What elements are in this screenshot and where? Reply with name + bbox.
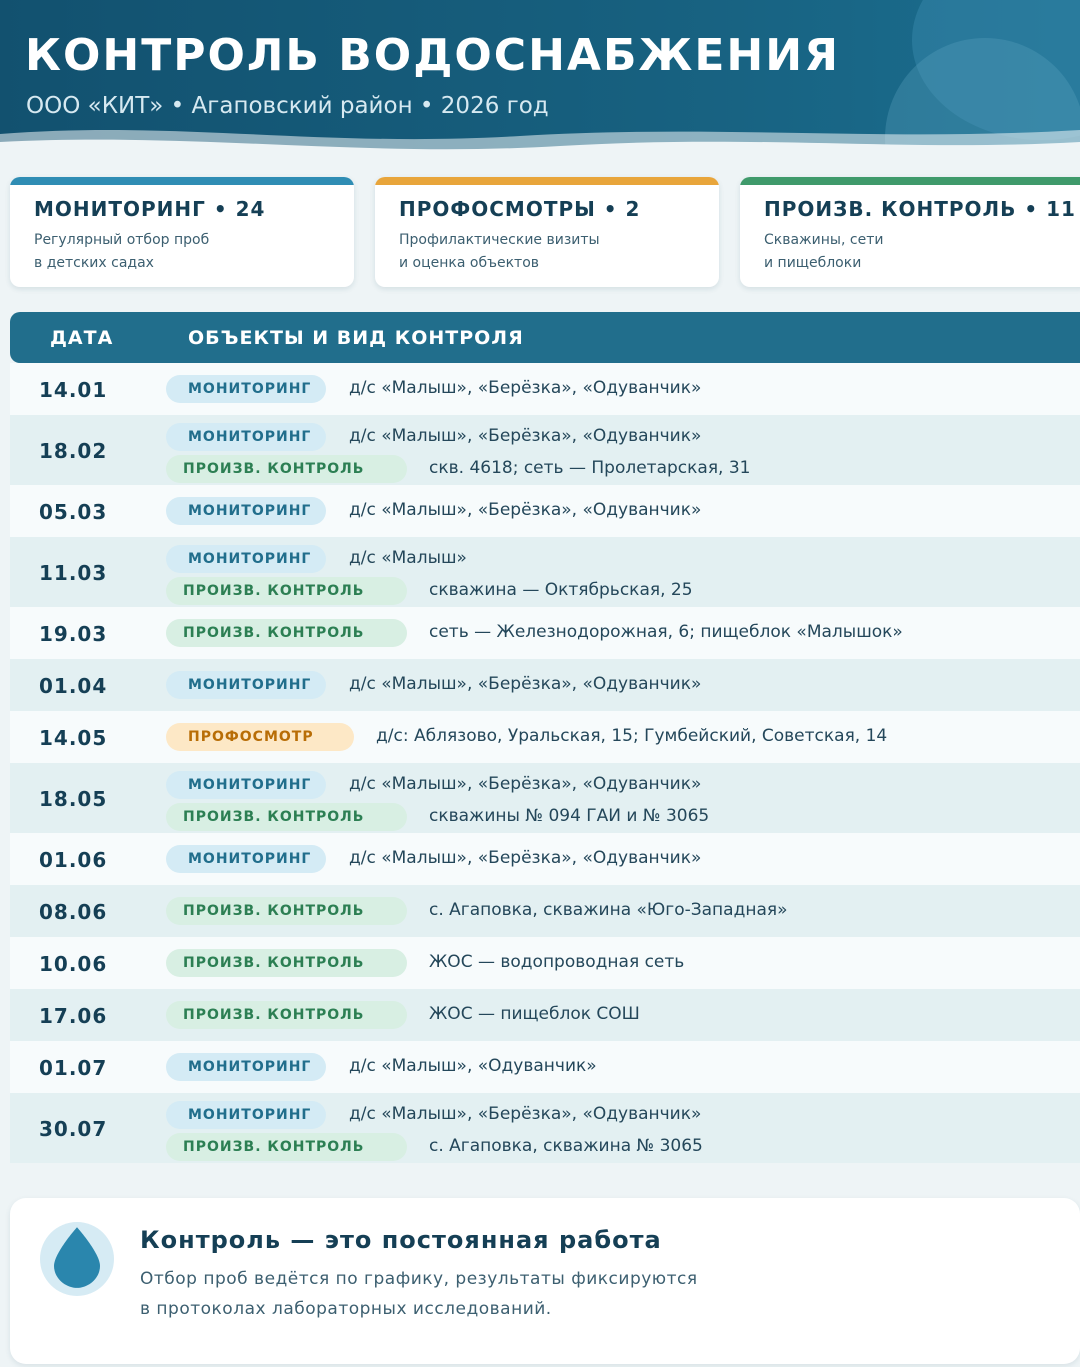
table-row: [10, 485, 1080, 537]
row-objects-text: д/с «Малыш», «Берёзка», «Одуванчик»: [349, 848, 702, 868]
footer-text-line: Отбор проб ведётся по графику, результаты фиксируются: [140, 1269, 698, 1289]
badge-monitoring: МОНИТОРИНГ: [166, 545, 326, 573]
row-objects-text: д/с «Малыш», «Одуванчик»: [349, 1056, 597, 1076]
page-header: [0, 0, 1080, 160]
row-date: 10.06: [39, 952, 108, 976]
table-row: [10, 1041, 1080, 1093]
table-row: [10, 363, 1080, 415]
row-objects-text: д/с «Малыш»: [349, 548, 467, 568]
row-objects-text: д/с «Малыш», «Берёзка», «Одуванчик»: [349, 500, 702, 520]
card-title: ПРОФОСМОТРЫ • 2: [399, 197, 641, 221]
badge-production-control: ПРОИЗВ. КОНТРОЛЬ: [166, 897, 407, 925]
table-row: [10, 659, 1080, 711]
column-header-date: ДАТА: [50, 327, 114, 349]
badge-production-control: ПРОИЗВ. КОНТРОЛЬ: [166, 949, 407, 977]
table-row: [10, 607, 1080, 659]
card-accent-bar: [375, 177, 719, 185]
row-date: 11.03: [39, 561, 108, 585]
row-date: 14.05: [39, 726, 108, 750]
row-objects-text: скв. 4618; сеть — Пролетарская, 31: [429, 458, 751, 478]
badge-monitoring: МОНИТОРИНГ: [166, 771, 326, 799]
stat-card-inspections: [375, 177, 719, 287]
table-header: [10, 312, 1080, 363]
footer-text: [140, 1264, 698, 1324]
column-header-objects: ОБЪЕКТЫ И ВИД КОНТРОЛЯ: [188, 327, 524, 349]
row-date: 30.07: [39, 1117, 108, 1141]
row-objects-text: сеть — Железнодорожная, 6; пищеблок «Малышок»: [429, 622, 903, 642]
row-objects-text: с. Агаповка, скважина № 3065: [429, 1136, 703, 1156]
row-objects-text: ЖОС — пищеблок СОШ: [429, 1004, 640, 1024]
card-desc-line: и пищеблоки: [764, 255, 862, 271]
badge-production-control: ПРОИЗВ. КОНТРОЛЬ: [166, 577, 407, 605]
table-row: [10, 989, 1080, 1041]
card-title: МОНИТОРИНГ • 24: [34, 197, 266, 221]
row-date: 14.01: [39, 378, 108, 402]
badge-production-control: ПРОИЗВ. КОНТРОЛЬ: [166, 455, 407, 483]
card-desc-line: Регулярный отбор проб: [34, 232, 210, 248]
row-date: 18.02: [39, 439, 108, 463]
stat-card-production-control: [740, 177, 1080, 287]
footer-title: Контроль — это постоянная работа: [140, 1226, 662, 1254]
row-date: 05.03: [39, 500, 108, 524]
badge-monitoring: МОНИТОРИНГ: [166, 497, 326, 525]
row-objects-text: ЖОС — водопроводная сеть: [429, 952, 685, 972]
schedule-table: [10, 363, 1080, 1163]
row-objects-text: д/с «Малыш», «Берёзка», «Одуванчик»: [349, 378, 702, 398]
row-date: 01.04: [39, 674, 108, 698]
card-description: [34, 229, 334, 275]
row-date: 19.03: [39, 622, 108, 646]
row-objects-text: скважина — Октябрьская, 25: [429, 580, 693, 600]
row-objects-text: д/с «Малыш», «Берёзка», «Одуванчик»: [349, 426, 702, 446]
info-footer: [10, 1198, 1080, 1364]
card-desc-line: Скважины, сети: [764, 232, 884, 248]
badge-production-control: ПРОИЗВ. КОНТРОЛЬ: [166, 619, 407, 647]
header-wave: [0, 112, 1080, 160]
table-row: [10, 833, 1080, 885]
row-objects-text: с. Агаповка, скважина «Юго-Западная»: [429, 900, 788, 920]
page-subtitle: ООО «КИТ» • Агаповский район • 2026 год: [26, 93, 549, 119]
table-row: [10, 537, 1080, 607]
badge-monitoring: МОНИТОРИНГ: [166, 423, 326, 451]
badge-monitoring: МОНИТОРИНГ: [166, 1053, 326, 1081]
badge-inspection: ПРОФОСМОТР: [166, 723, 354, 751]
table-row: [10, 415, 1080, 485]
water-drop-icon: [40, 1222, 114, 1296]
table-row: [10, 1093, 1080, 1163]
table-row: [10, 937, 1080, 989]
row-objects-text: д/с «Малыш», «Берёзка», «Одуванчик»: [349, 774, 702, 794]
card-desc-line: Профилактические визиты: [399, 232, 600, 248]
badge-production-control: ПРОИЗВ. КОНТРОЛЬ: [166, 803, 407, 831]
table-row: [10, 885, 1080, 937]
row-date: 01.07: [39, 1056, 108, 1080]
badge-production-control: ПРОИЗВ. КОНТРОЛЬ: [166, 1133, 407, 1161]
badge-monitoring: МОНИТОРИНГ: [166, 1101, 326, 1129]
badge-monitoring: МОНИТОРИНГ: [166, 845, 326, 873]
row-objects-text: д/с: Аблязово, Уральская, 15; Гумбейский, Советская, 14: [376, 726, 888, 746]
row-date: 01.06: [39, 848, 108, 872]
footer-text-line: в протоколах лабораторных исследований.: [140, 1299, 552, 1319]
table-row: [10, 711, 1080, 763]
card-title: ПРОИЗВ. КОНТРОЛЬ • 11: [764, 197, 1076, 221]
badge-monitoring: МОНИТОРИНГ: [166, 671, 326, 699]
stat-card-monitoring: [10, 177, 354, 287]
card-desc-line: и оценка объектов: [399, 255, 540, 271]
badge-production-control: ПРОИЗВ. КОНТРОЛЬ: [166, 1001, 407, 1029]
row-objects-text: д/с «Малыш», «Берёзка», «Одуванчик»: [349, 674, 702, 694]
card-accent-bar: [10, 177, 354, 185]
row-objects-text: д/с «Малыш», «Берёзка», «Одуванчик»: [349, 1104, 702, 1124]
card-description: [764, 229, 1064, 275]
row-date: 08.06: [39, 900, 108, 924]
card-description: [399, 229, 699, 275]
table-row: [10, 763, 1080, 833]
badge-monitoring: МОНИТОРИНГ: [166, 375, 326, 403]
page-title: КОНТРОЛЬ ВОДОСНАБЖЕНИЯ: [25, 30, 840, 81]
row-date: 18.05: [39, 787, 108, 811]
water-drop-icon-svg: [40, 1222, 114, 1296]
row-objects-text: скважины № 094 ГАИ и № 3065: [429, 806, 710, 826]
card-accent-bar: [740, 177, 1080, 185]
card-desc-line: в детских садах: [34, 255, 154, 271]
row-date: 17.06: [39, 1004, 108, 1028]
